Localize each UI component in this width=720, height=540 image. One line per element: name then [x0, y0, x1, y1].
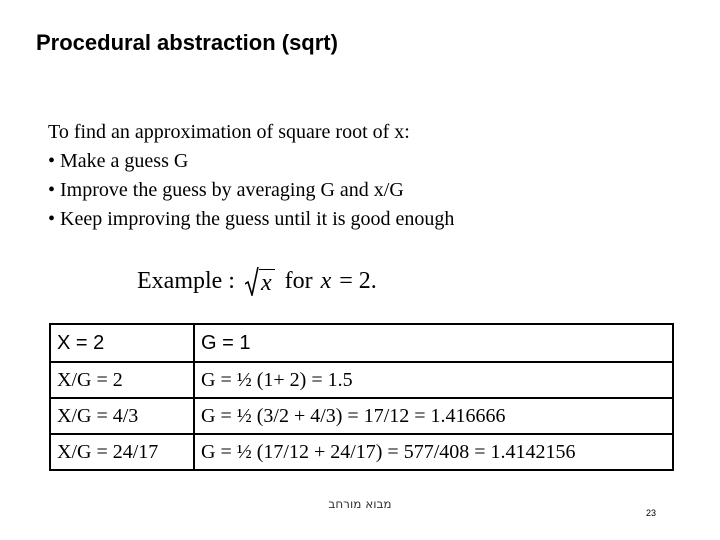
table-row: [50, 398, 673, 434]
bullet-make-guess: • Make a guess G: [48, 150, 189, 172]
footer-text: מבוא מורחב: [328, 497, 392, 511]
example-formula: [137, 261, 377, 301]
header-g: G = 1: [194, 324, 673, 362]
table-cell-xg: X/G = 4/3: [50, 398, 194, 434]
table-row: [50, 362, 673, 398]
table-cell-g: G = ½ (3/2 + 4/3) = 17/12 = 1.416666: [194, 398, 673, 434]
example-value: = 2.: [339, 268, 377, 294]
bullet-improve-guess: • Improve the guess by averaging G and x/G: [48, 179, 404, 201]
intro-text: [48, 118, 454, 234]
radical-sign-icon: [245, 266, 259, 296]
page-number: 23: [646, 508, 657, 518]
table-cell-xg: X/G = 2: [50, 362, 194, 398]
intro-line: To find an approximation of square root of x:: [48, 121, 410, 143]
iteration-table: [49, 323, 674, 471]
table-cell-g: G = ½ (17/12 + 24/17) = 577/408 = 1.4142156: [194, 434, 673, 470]
for-word: for: [284, 268, 313, 294]
table-row: [50, 434, 673, 470]
table-cell-g: G = ½ (1+ 2) = 1.5: [194, 362, 673, 398]
radicand: x: [259, 269, 275, 296]
example-variable: x: [320, 268, 332, 294]
header-x: X = 2: [50, 324, 194, 362]
table-cell-xg: X/G = 24/17: [50, 434, 194, 470]
slide-title: Procedural abstraction (sqrt): [36, 30, 338, 55]
example-label: Example :: [137, 268, 235, 294]
square-root-expression: [245, 266, 275, 296]
bullet-keep-improving: • Keep improving the guess until it is good enough: [48, 208, 455, 230]
table-header-row: [50, 324, 673, 362]
